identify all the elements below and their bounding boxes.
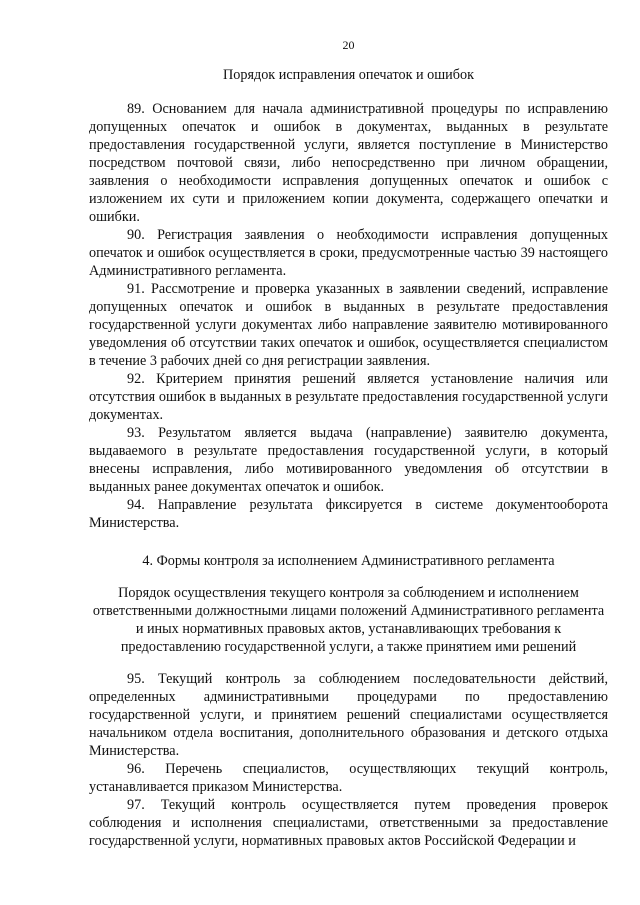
paragraph-90: 90. Регистрация заявления о необходимости исправления допущенных опечаток и ошибок осуществляется в сроки, предусмотренные частью 39 настоящего Административного регламента. — [89, 227, 608, 279]
chapter-heading-control-forms: 4. Формы контроля за исполнением Административного регламента — [142, 553, 555, 569]
section-corrections-body — [89, 100, 608, 532]
page-number: 20 — [342, 38, 355, 52]
paragraph-94: 94. Направление результата фиксируется в системе документооборота Министерства. — [89, 497, 608, 531]
subsection-heading-current-control: Порядок осуществления текущего контроля за соблюдением и исполнением ответственными должностными лицами положений Административного регламента и иных нормативных правовых актов, устанавливающих требования к предоставлению государственной услуги, а также принятием ими решений — [92, 585, 605, 655]
paragraph-89: 89. Основанием для начала административной процедуры по исправлению допущенных опечаток и ошибок в документах, выданных в результате предоставления государственной услуги, является поступление в Министерство посредством почтовой связи, либо непосредственно при личном обращении, заявления о необходимости исправления допущенных опечаток и ошибок с изложением их сути и приложением копии документа, содержащего опечатки и ошибки. — [89, 101, 608, 225]
section-control-body — [89, 670, 608, 850]
paragraph-93: 93. Результатом является выдача (направление) заявителю документа, выдаваемого в результате предоставления государственной услуги, в который внесены исправления, либо мотивированного уведомления об отсутствии в выданных ранее документах опечаток и ошибок. — [89, 425, 608, 495]
paragraph-97: 97. Текущий контроль осуществляется путем проведения проверок соблюдения и исполнения специалистами, ответственными за предоставление государственной услуги, нормативных правовых актов Российской Федерации и — [89, 797, 608, 849]
paragraph-91: 91. Рассмотрение и проверка указанных в заявлении сведений, исправление допущенных опечаток и ошибок в выданных в результате предоставления государственной услуги документах либо направление заявителю мотивированного уведомления об отсутствии таких опечаток и ошибок, осуществляется специалистом в течение 3 рабочих дней со дня регистрации заявления. — [89, 281, 608, 369]
section-heading-corrections: Порядок исправления опечаток и ошибок — [223, 67, 474, 83]
paragraph-96: 96. Перечень специалистов, осуществляющих текущий контроль, устанавливается приказом Министерства. — [89, 761, 608, 795]
paragraph-92: 92. Критерием принятия решений является установление наличия или отсутствия ошибок в выданных в результате предоставления государственной услуги документах. — [89, 371, 608, 423]
paragraph-95: 95. Текущий контроль за соблюдением последовательности действий, определенных административными процедурами по предоставлению государственной услуги, и принятием решений специалистами осуществляется начальником отдела воспитания, дополнительного образования и детского отдыха Министерства. — [89, 671, 608, 759]
